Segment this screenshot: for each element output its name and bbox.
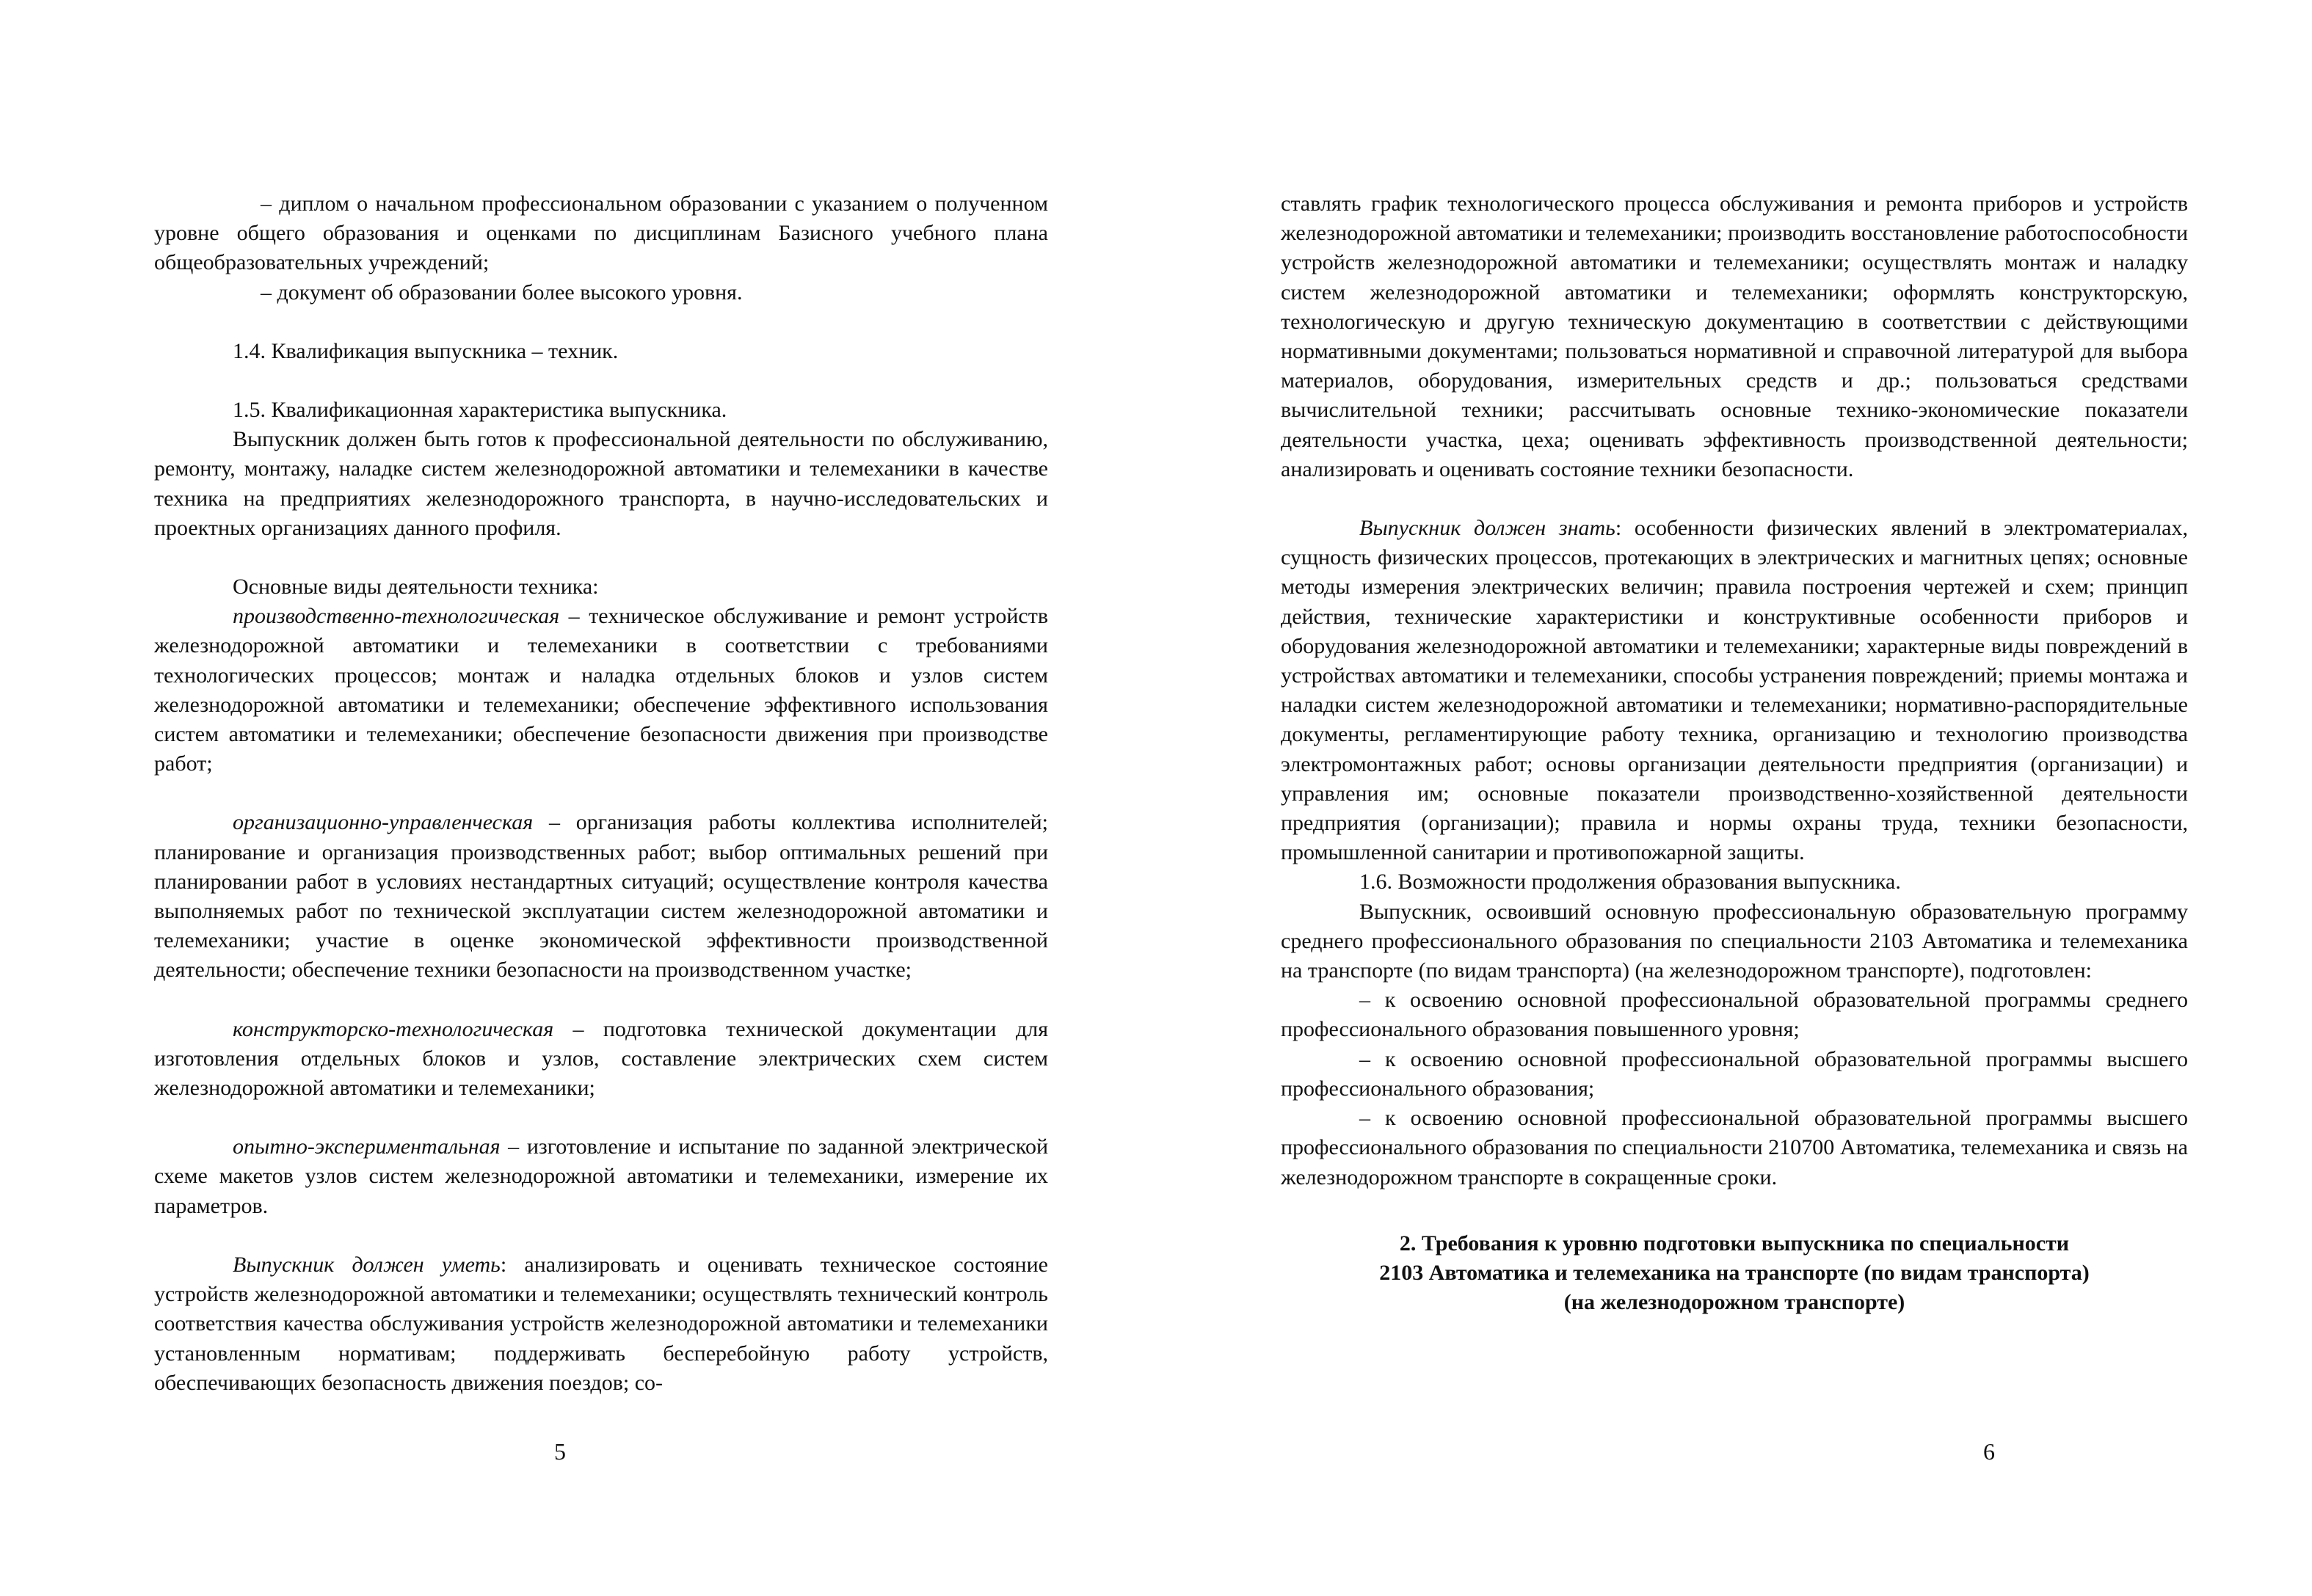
activity-item — [154, 1015, 1048, 1104]
activity-item — [154, 602, 1048, 779]
activity-desc: – подготовка технической документации для изготовления отдельных блоков и узлов, составление электрических схем систем железнодорожной автоматики и телемеханики; — [154, 1016, 1048, 1101]
right-text-column — [1281, 189, 2188, 1317]
page-6 — [1156, 0, 2312, 1596]
paragraph: ставлять график технологического процесса обслуживания и ремонта приборов и устройств железнодорожной автоматики и телемеханики; производить восстановление работоспособности устройств железнодорожной автоматики и телемеханики; осуществлять монтаж и наладку систем железнодорожной автоматики и телемеханики; оформлять конструкторскую, технологическую и другую техническую документацию в соответствии с действующими нормативными документами; пользоваться нормативной и справочной литературой для выбора материалов, оборудования, измерительных средств и др.; пользоваться средствами вычислительной техники; рассчитывать основные технико-экономические показатели деятельности участка, цеха; оценивать эффективность производственной деятельности; анализировать и оценивать состояние техники безопасности. — [1281, 192, 2188, 481]
page-number: 5 — [554, 1438, 566, 1465]
section-2-heading-line1: 2. Требования к уровню подготовки выпускника по специальности — [1399, 1231, 2070, 1256]
activity-desc: – организация работы коллектива исполнителей; планирование и организация производственных работ; выбор оптимальных решений при планировании работ в условиях нестандартных ситуаций; осуществление контроля качества выполняемых работ по технической эксплуатации систем железнодорожной автоматики и телемеханики; участие в оценке экономической эффективности производственной деятельности; обеспечение техники безопасности на производственном участке; — [154, 810, 1048, 983]
activity-desc: – изготовление и испытание по заданной электрической схеме макетов узлов систем железнодорожной автоматики и телемеханики, измерение их параметров. — [154, 1134, 1048, 1218]
paragraph: Выпускник, освоивший основную профессиональную образовательную программу среднего профессионального образования по специальности 2103 Автоматика и телемеханика на транспорте (по видам транспорта) (на железнодорожном транспорте), подготовлен: — [1281, 899, 2188, 983]
skills-term: Выпускник должен уметь — [233, 1252, 501, 1277]
left-text-column — [154, 189, 1048, 1398]
list-item: – к освоению основной профессиональной образовательной программы среднего профессионального образования повышенного уровня; — [1281, 988, 2188, 1042]
knowledge-paragraph — [1281, 514, 2188, 867]
knowledge-desc: : особенности физических явлений в электроматериалах, сущность физических процессов, протекающих в электрических и магнитных цепях; основные методы измерения электрических величин; правила построения чертежей и схем; принцип действия, технические характеристики и конструктивные особенности приборов и оборудования железнодорожной автоматики и телемеханики; характерные виды повреждений в устройствах автоматики и телемеханики, способы устранения повреждений; приемы монтажа и наладки систем железнодорожной автоматики и телемеханики; нормативно-распорядительные документы, регламентирующие работу техника, организацию и технологию производства электромонтажных работ; основы организации деятельности предприятия (организации) и управления им; основные показатели производственно-хозяйственной деятельности предприятия (организации); правила и нормы охраны труда, техники безопасности, промышленной санитарии и противопожарной защиты. — [1281, 516, 2188, 865]
paragraph: – диплом о начальном профессиональном образовании с указанием о полученном уровне общего образования и оценками по дисциплинам Базисного учебного плана общеобразовательных учреждений; — [154, 192, 1048, 275]
paragraph: Выпускник должен быть готов к профессиональной деятельности по обслуживанию, ремонту, монтажу, наладке систем железнодорожной автоматики и телемеханики в качестве техника на предприятиях железнодорожного транспорта, в научно-исследовательских и проектных организациях данного профиля. — [154, 427, 1048, 540]
section-1-5: 1.5. Квалификационная характеристика выпускника. — [233, 398, 727, 423]
activity-term: производственно-технологическая — [233, 604, 560, 629]
skills-desc: : анализировать и оценивать техническое состояние устройств железнодорожной автоматики и телемеханики; осуществлять технический контроль соответствия качества обслуживания устройств железнодорожной автоматики и телемеханики установленным нормативам; поддерживать бесперебойную работу устройств, обеспечивающих безопасность движения поездов; со- — [154, 1252, 1048, 1395]
activity-item — [154, 808, 1048, 985]
activity-term: организационно-управленческая — [233, 810, 534, 835]
section-2-heading-line2: 2103 Автоматика и телемеханика на транспорте (по видам транспорта) — [1379, 1260, 2090, 1285]
activity-term: конструкторско-технологическая — [233, 1016, 554, 1041]
paragraph: Основные виды деятельности техника: — [233, 575, 599, 600]
paragraph: – документ об образовании более высокого уровня. — [261, 280, 743, 305]
section-1-6: 1.6. Возможности продолжения образования выпускника. — [1359, 870, 1901, 894]
list-item: – к освоению основной профессиональной образовательной программы высшего профессионального образования; — [1281, 1046, 2188, 1101]
knowledge-term: Выпускник должен знать — [1359, 516, 1615, 541]
skills-paragraph — [154, 1250, 1048, 1398]
section-2-heading-line3: (на железнодорожном транспорте) — [1563, 1290, 1905, 1315]
page-number: 6 — [1983, 1438, 1995, 1465]
activity-term: опытно-экспериментальная — [233, 1134, 501, 1159]
activity-desc: – техническое обслуживание и ремонт устройств железнодорожной автоматики и телемеханики в соответствии с требованиями технологических процессов; монтаж и наладка отдельных блоков и узлов систем железнодорожной автоматики и телемеханики; обеспечение эффективного использования систем автоматики и телемеханики; обеспечение безопасности движения при производстве работ; — [154, 604, 1048, 776]
activity-item — [154, 1132, 1048, 1221]
section-1-4: 1.4. Квалификация выпускника – техник. — [233, 338, 619, 363]
list-item: – к освоению основной профессиональной образовательной программы высшего профессионального образования по специальности 210700 Автоматика, телемеханика и связь на железнодорожном транспорте в сокращенные сроки. — [1281, 1106, 2188, 1189]
